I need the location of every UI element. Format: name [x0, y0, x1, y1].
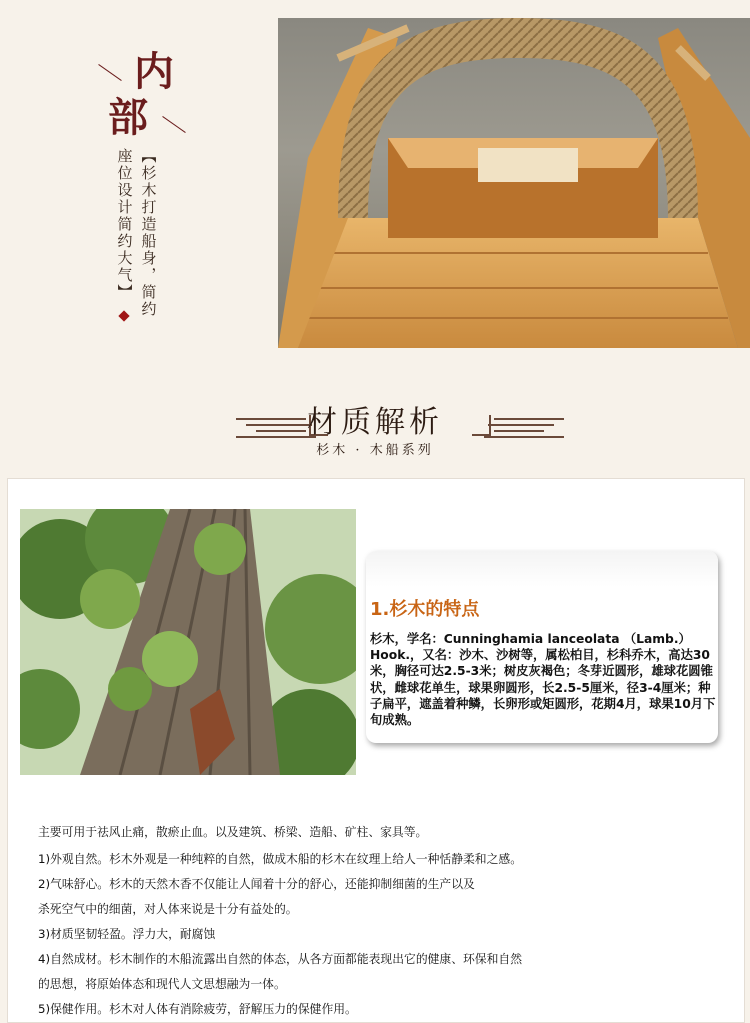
decor-line — [98, 64, 122, 81]
section-subtitle: 杉木 · 木船系列 — [316, 443, 434, 458]
text-line: 5)保健作用。杉木对人体有消除疲劳，舒解压力的保健作用。 — [38, 1002, 357, 1016]
vertical-caption-2: 座位设计简约大气】 — [115, 148, 134, 301]
material-panel — [7, 478, 745, 1023]
text-line: 的思想，将原始体态和现代人文思想融为一体。 — [38, 977, 286, 991]
card-header — [366, 551, 718, 587]
section-title: 材质解析 — [307, 405, 443, 440]
vertical-caption-1: 【杉木打造船身，简约 — [139, 148, 158, 318]
boat-interior-photo — [278, 18, 750, 348]
red-diamond-icon — [118, 310, 129, 321]
top-section — [0, 0, 750, 380]
fir-tree-photo — [20, 509, 356, 775]
text-line: 4)自然成材。杉木制作的木船流露出自然的体态，从各方面都能表现出它的健康、环保和自然 — [38, 952, 522, 966]
card-body: 杉木，学名：Cunninghamia lanceolata （Lamb.）Hook.，又名：沙木、沙树等，属松柏目，杉科乔木，高达30米，胸径可达2.5-3米；树皮灰褐色；冬芽近圆形，雄球花圆锥状，雌球花单生，球果卵圆形，长2.5-5厘米，径3-4厘米；种子扁平，遮盖着种鳞，长卵形或矩圆形，花期4月，球果10月下旬成熟。 — [370, 632, 716, 728]
interior-heading — [88, 40, 198, 340]
fir-info-card — [366, 551, 718, 743]
heading-char-2: 部 — [108, 94, 148, 141]
decor-line — [162, 116, 186, 133]
text-line: 1)外观自然。杉木外观是一种纯粹的自然，做成木船的杉木在纹理上给人一种恬静柔和之感。 — [38, 852, 522, 866]
heading-char-1: 内 — [134, 48, 174, 95]
tree-illustration — [20, 509, 356, 775]
text-line: 3)材质坚韧轻盈。浮力大，耐腐蚀 — [38, 927, 216, 941]
text-line: 杀死空气中的细菌，对人体来说是十分有益处的。 — [38, 902, 298, 916]
text-line: 主要可用于祛风止痛，散瘀止血。以及建筑、桥梁、造船、矿柱、家具等。 — [38, 825, 428, 839]
title-ornament-right-icon — [464, 411, 564, 441]
section-title-block — [0, 393, 750, 473]
text-line: 2)气味舒心。杉木的天然木香不仅能让人闻着十分的舒心，还能抑制细菌的生产以及 — [38, 877, 475, 891]
card-title: 1.杉木的特点 — [370, 599, 480, 620]
boat-illustration — [278, 18, 750, 348]
